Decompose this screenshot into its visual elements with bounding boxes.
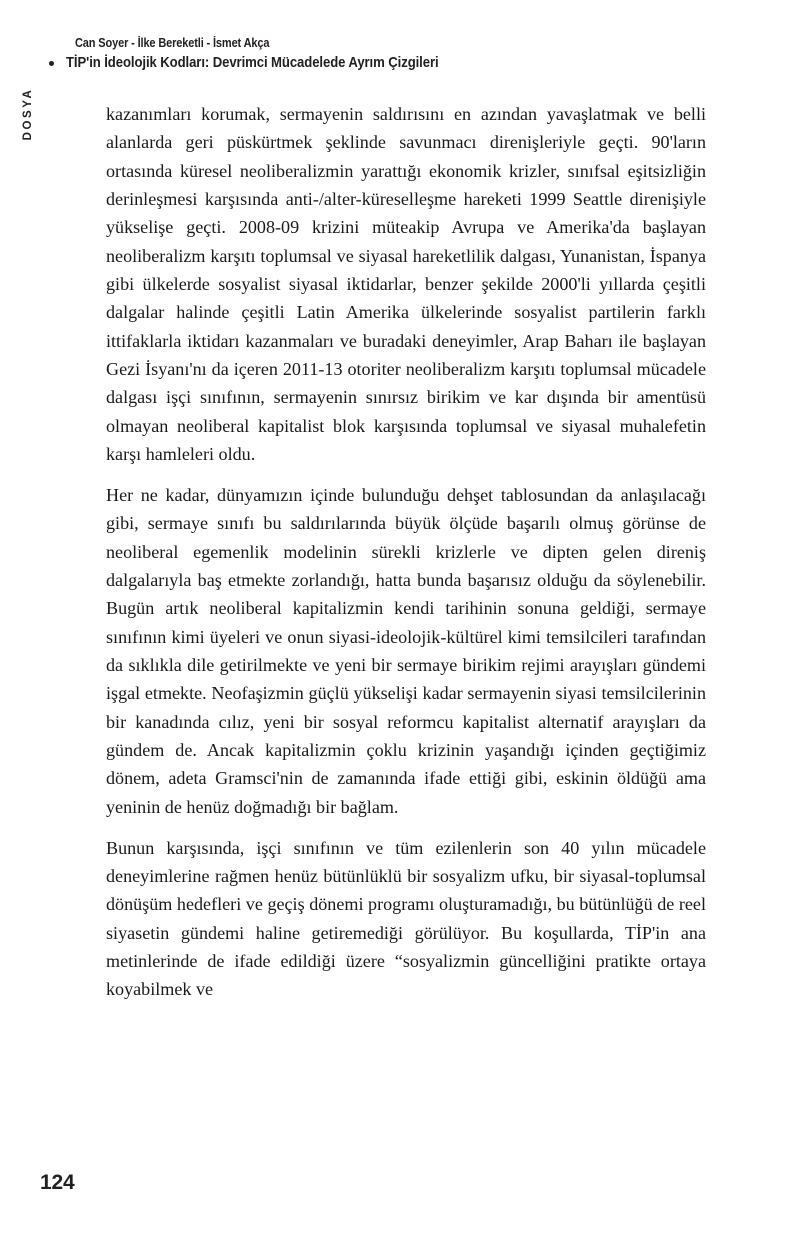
page-number: 124 (40, 1171, 75, 1194)
section-tab (0, 86, 58, 186)
article-title-row (49, 55, 735, 71)
body-text-column (106, 100, 706, 1004)
paragraph: Bunun karşısında, işçi sınıfının ve tüm ezilenlerin son 40 yılın mücadele deneyimlerine rağmen henüz bütünlüklü bir sosyalizm ufku, bir siyasal-toplumsal dönüşüm hedefleri ve geçiş dönemi programı oluşturamadığı, bu bütünlüğü de reel siyasetin gündemi haline getiremediği görülüyor. Bu koşullarda, TİP'in ana metinlerinde de ifade edildiği üzere “sosyalizmin güncelliğini pratikte ortaya koyabilmek ve (106, 837, 706, 1000)
section-tab-label: DOSYA (22, 87, 34, 141)
running-head (66, 36, 735, 72)
bullet-icon (49, 61, 54, 66)
paragraph: Her ne kadar, dünyamızın içinde bulunduğu dehşet tablosundan da anlaşılacağı gibi, sermaye sınıfı bu saldırılarında büyük ölçüde başarılı olmuş görünse de neoliberal egemenlik modelinin sürekli krizlerle ve dipten gelen direniş dalgalarıyla baş etmekte zorlandığı, hatta bunda başarısız olduğu da söylenebilir. Bugün artık neoliberal kapitalizmin kendi tarihinin sonuna geldiği, sermaye sınıfının kimi üyeleri ve onun siyasi-ideolojik-kültürel kimi temsilcileri tarafından da sıklıkla dile getirilmekte ve yeni bir sermaye birikim rejimi arayışları gündemi işgal etmekte. Neofaşizmin güçlü yükselişi kadar sermayenin siyasi temsilcilerinin bir kanadında cılız, yeni bir sosyal reformcu kapitalist alternatif arayışları da gündem de. Ancak kapitalizmin çoklu krizinin yaşandığı içinden geçtiğimiz dönem, adeta Gramsci'nin de zamanında ifade ettiği gibi, eskinin öldüğü ama yeninin de henüz doğmadığı bir bağlam. (106, 484, 706, 817)
author-byline: Can Soyer - İlke Bereketli - İsmet Akça (75, 36, 270, 50)
paragraph: kazanımları korumak, sermayenin saldırısını en azından yavaşlatmak ve belli alanlarda geri püskürtmek şeklinde savunmacı direnişleriyle geçti. 90'ların ortasında küresel neoliberalizmin yarattığı ekonomik krizler, sınıfsal eşitsizliğin derinleşmesi karşısında anti-/alter-küreselleşme hareketi 1999 Seattle direnişiyle yükselişe geçti. 2008-09 krizini müteakip Avrupa ve Amerika'da başlayan neoliberalizm karşıtı toplumsal ve siyasal hareketlilik dalgası, Yunanistan, İspanya gibi ülkelerde sosyalist siyasal iktidarlar, benzer şekilde 2000'li yıllarda çeşitli dalgalar halinde çeşitli Latin Amerika ülkelerinde sosyalist partilerin farklı ittifaklarla iktidarı kazanmaları ve buradaki deneyimler, Arap Baharı ile başlayan Gezi İsyanı'nı da içeren 2011-13 otoriter neoliberalizm karşıtı toplumsal mücadele dalgası işçi sınıfının, sermayenin sınırsız birikim ve kar dışında bir amentüsü olmayan neoliberal kapitalist blok karşısında toplumsal ve siyasal muhalefetin karşı hamleleri oldu. (106, 104, 706, 465)
article-title: TİP'in İdeolojik Kodları: Devrimci Mücadelede Ayrım Çizgileri (66, 55, 439, 72)
